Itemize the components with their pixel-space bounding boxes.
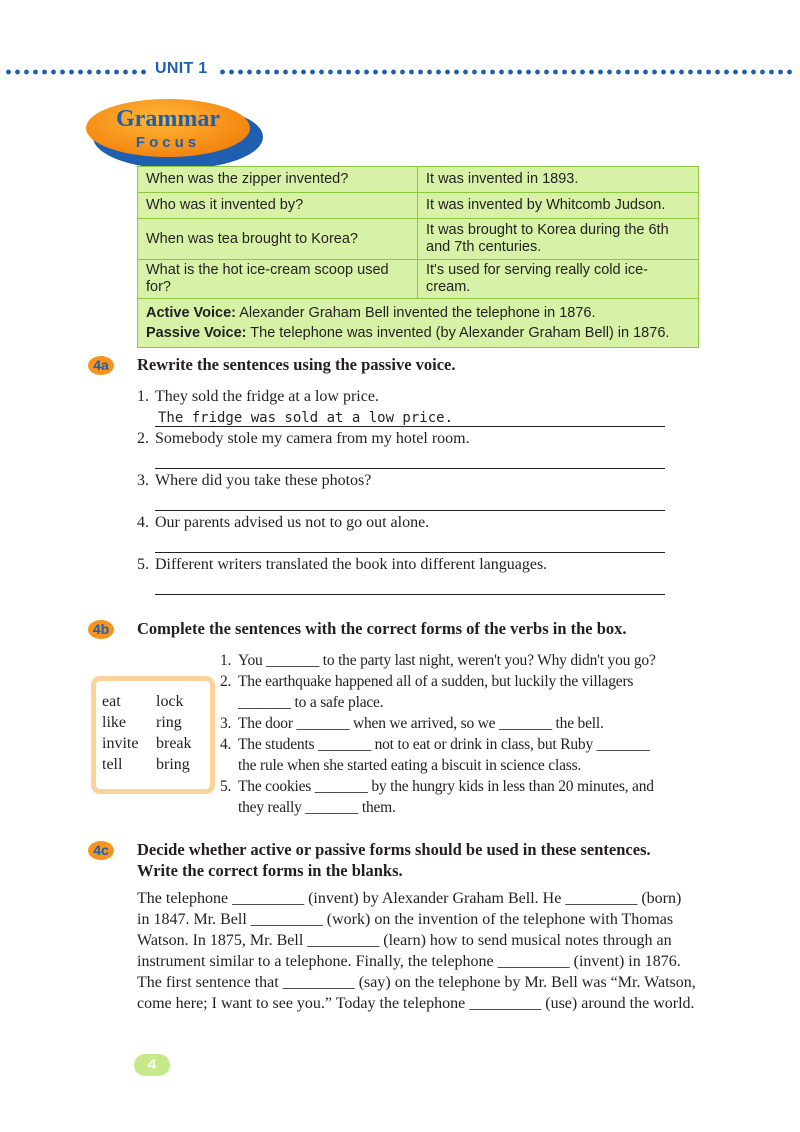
question-4 (137, 513, 429, 533)
table-cell-answer: It was invented in 1893. (418, 167, 699, 193)
question-text: Somebody stole my camera from my hotel room. (155, 430, 470, 447)
answer-line-3[interactable] (155, 510, 665, 511)
answer-line: and 7th centuries. (426, 239, 542, 255)
exercise-4a-badge: 4a (88, 356, 114, 375)
sentence-text: The students _______ not to eat or drink in class, but Ruby _______ (238, 736, 650, 753)
sentence-number: 1. (220, 652, 232, 669)
exercise-4c-title (137, 839, 651, 881)
verb-word: tell (102, 756, 123, 773)
example-answer: The fridge was sold at a low price. (158, 410, 454, 426)
sentence-text: You _______ to the party last night, weren't you? Why didn't you go? (238, 652, 656, 669)
exercise-4c-paragraph: The telephone _________ (invent) by Alexander Graham Bell. He _________ (born) in 1847. Mr. Bell _________ (work) on the invention of the telephone with Thomas Watson. In 1875, Mr. Bell _________ (learn) how to send musical notes through an instrument similar to a telephone. Finally, the telephone _________ (invent) in 1876. The first sentence that _________ (say) on the telephone by Mr. Bell was “Mr. Watson, come here; I want to see you.” Today the telephone _________ (use) around the world. (137, 890, 696, 1012)
sentence-text: The cookies _______ by the hungry kids in less than 20 minutes, and (238, 778, 654, 795)
active-voice-text: Alexander Graham Bell invented the telephone in 1876. (236, 305, 596, 321)
table-cell-question: When was the zipper invented? (138, 167, 418, 193)
table-row (138, 167, 699, 193)
exercise-4c-title-line: Write the correct forms in the blanks. (137, 861, 403, 880)
verb-word: like (102, 714, 126, 731)
exercise-4b-badge: 4b (88, 620, 114, 639)
sentence-5 (220, 776, 700, 818)
sentence-text-continued: the rule when she started eating a biscuit in science class. (238, 757, 582, 774)
question-1 (137, 387, 379, 407)
table-row (138, 260, 699, 299)
verb-word: invite (102, 735, 139, 752)
header-dots-left (4, 69, 146, 75)
question-2 (137, 429, 470, 449)
passive-voice-label: Passive Voice: (146, 325, 247, 341)
table-row (138, 219, 699, 260)
question-number: 5. (137, 556, 149, 573)
verb-word: lock (156, 693, 184, 710)
answer-line-4[interactable] (155, 552, 665, 553)
question-text: Where did you take these photos? (155, 472, 372, 489)
question-number: 4. (137, 514, 149, 531)
exercise-4a-title: Rewrite the sentences using the passive voice. (137, 355, 456, 374)
active-voice-label: Active Voice: (146, 305, 236, 321)
exercise-4c-badge: 4c (88, 841, 114, 860)
question-text: Different writers translated the book into different languages. (155, 556, 548, 573)
answer-line: It was brought to Korea during the 6th (426, 222, 669, 238)
table-cell-question: What is the hot ice-cream scoop used for? (138, 260, 418, 299)
sentence-3 (220, 713, 700, 734)
table-cell-answer (418, 219, 699, 260)
passive-voice-text: The telephone was invented (by Alexander Graham Bell) in 1876. (246, 325, 670, 341)
table-row-voice (138, 299, 699, 348)
sentence-text-continued: _______ to a safe place. (238, 694, 384, 711)
verb-word: eat (102, 693, 121, 710)
table-cell-answer: It was invented by Whitcomb Judson. (418, 193, 699, 219)
verb-word: break (156, 735, 192, 752)
unit-title: UNIT 1 (155, 60, 208, 77)
question-text: Our parents advised us not to go out alone. (155, 514, 430, 531)
table-row (138, 193, 699, 219)
sentence-text: The door _______ when we arrived, so we _______ the bell. (238, 715, 604, 732)
answer-line-1[interactable] (155, 426, 665, 427)
grammar-badge-subtitle: Focus (135, 134, 201, 151)
sentence-4 (220, 734, 700, 776)
question-5 (137, 555, 547, 575)
header-dots-right (218, 69, 796, 75)
sentence-number: 5. (220, 778, 232, 795)
question-number: 1. (137, 388, 149, 405)
page-number: 4 (134, 1054, 170, 1076)
grammar-badge-title: Grammar (116, 106, 220, 132)
exercise-4b-title: Complete the sentences with the correct forms of the verbs in the box. (137, 619, 627, 638)
question-3 (137, 471, 371, 491)
answer-line-2[interactable] (155, 468, 665, 469)
sentence-text-continued: they really _______ them. (238, 799, 396, 816)
exercise-4c-title-line: Decide whether active or passive forms should be used in these sentences. (137, 840, 651, 859)
answer-line-5[interactable] (155, 594, 665, 595)
question-number: 3. (137, 472, 149, 489)
verb-word: ring (156, 714, 182, 731)
verb-word: bring (156, 756, 190, 773)
table-cell-answer: It's used for serving really cold ice-cream. (418, 260, 699, 299)
table-cell-question: Who was it invented by? (138, 193, 418, 219)
grammar-table (137, 166, 699, 348)
sentence-number: 2. (220, 673, 232, 690)
voice-examples (138, 299, 699, 348)
sentence-2 (220, 671, 700, 713)
table-cell-question: When was tea brought to Korea? (138, 219, 418, 260)
sentence-1 (220, 650, 700, 671)
sentence-number: 3. (220, 715, 232, 732)
question-text: They sold the fridge at a low price. (155, 388, 379, 405)
question-number: 2. (137, 430, 149, 447)
sentence-text: The earthquake happened all of a sudden, but luckily the villagers (238, 673, 634, 690)
sentence-number: 4. (220, 736, 232, 753)
